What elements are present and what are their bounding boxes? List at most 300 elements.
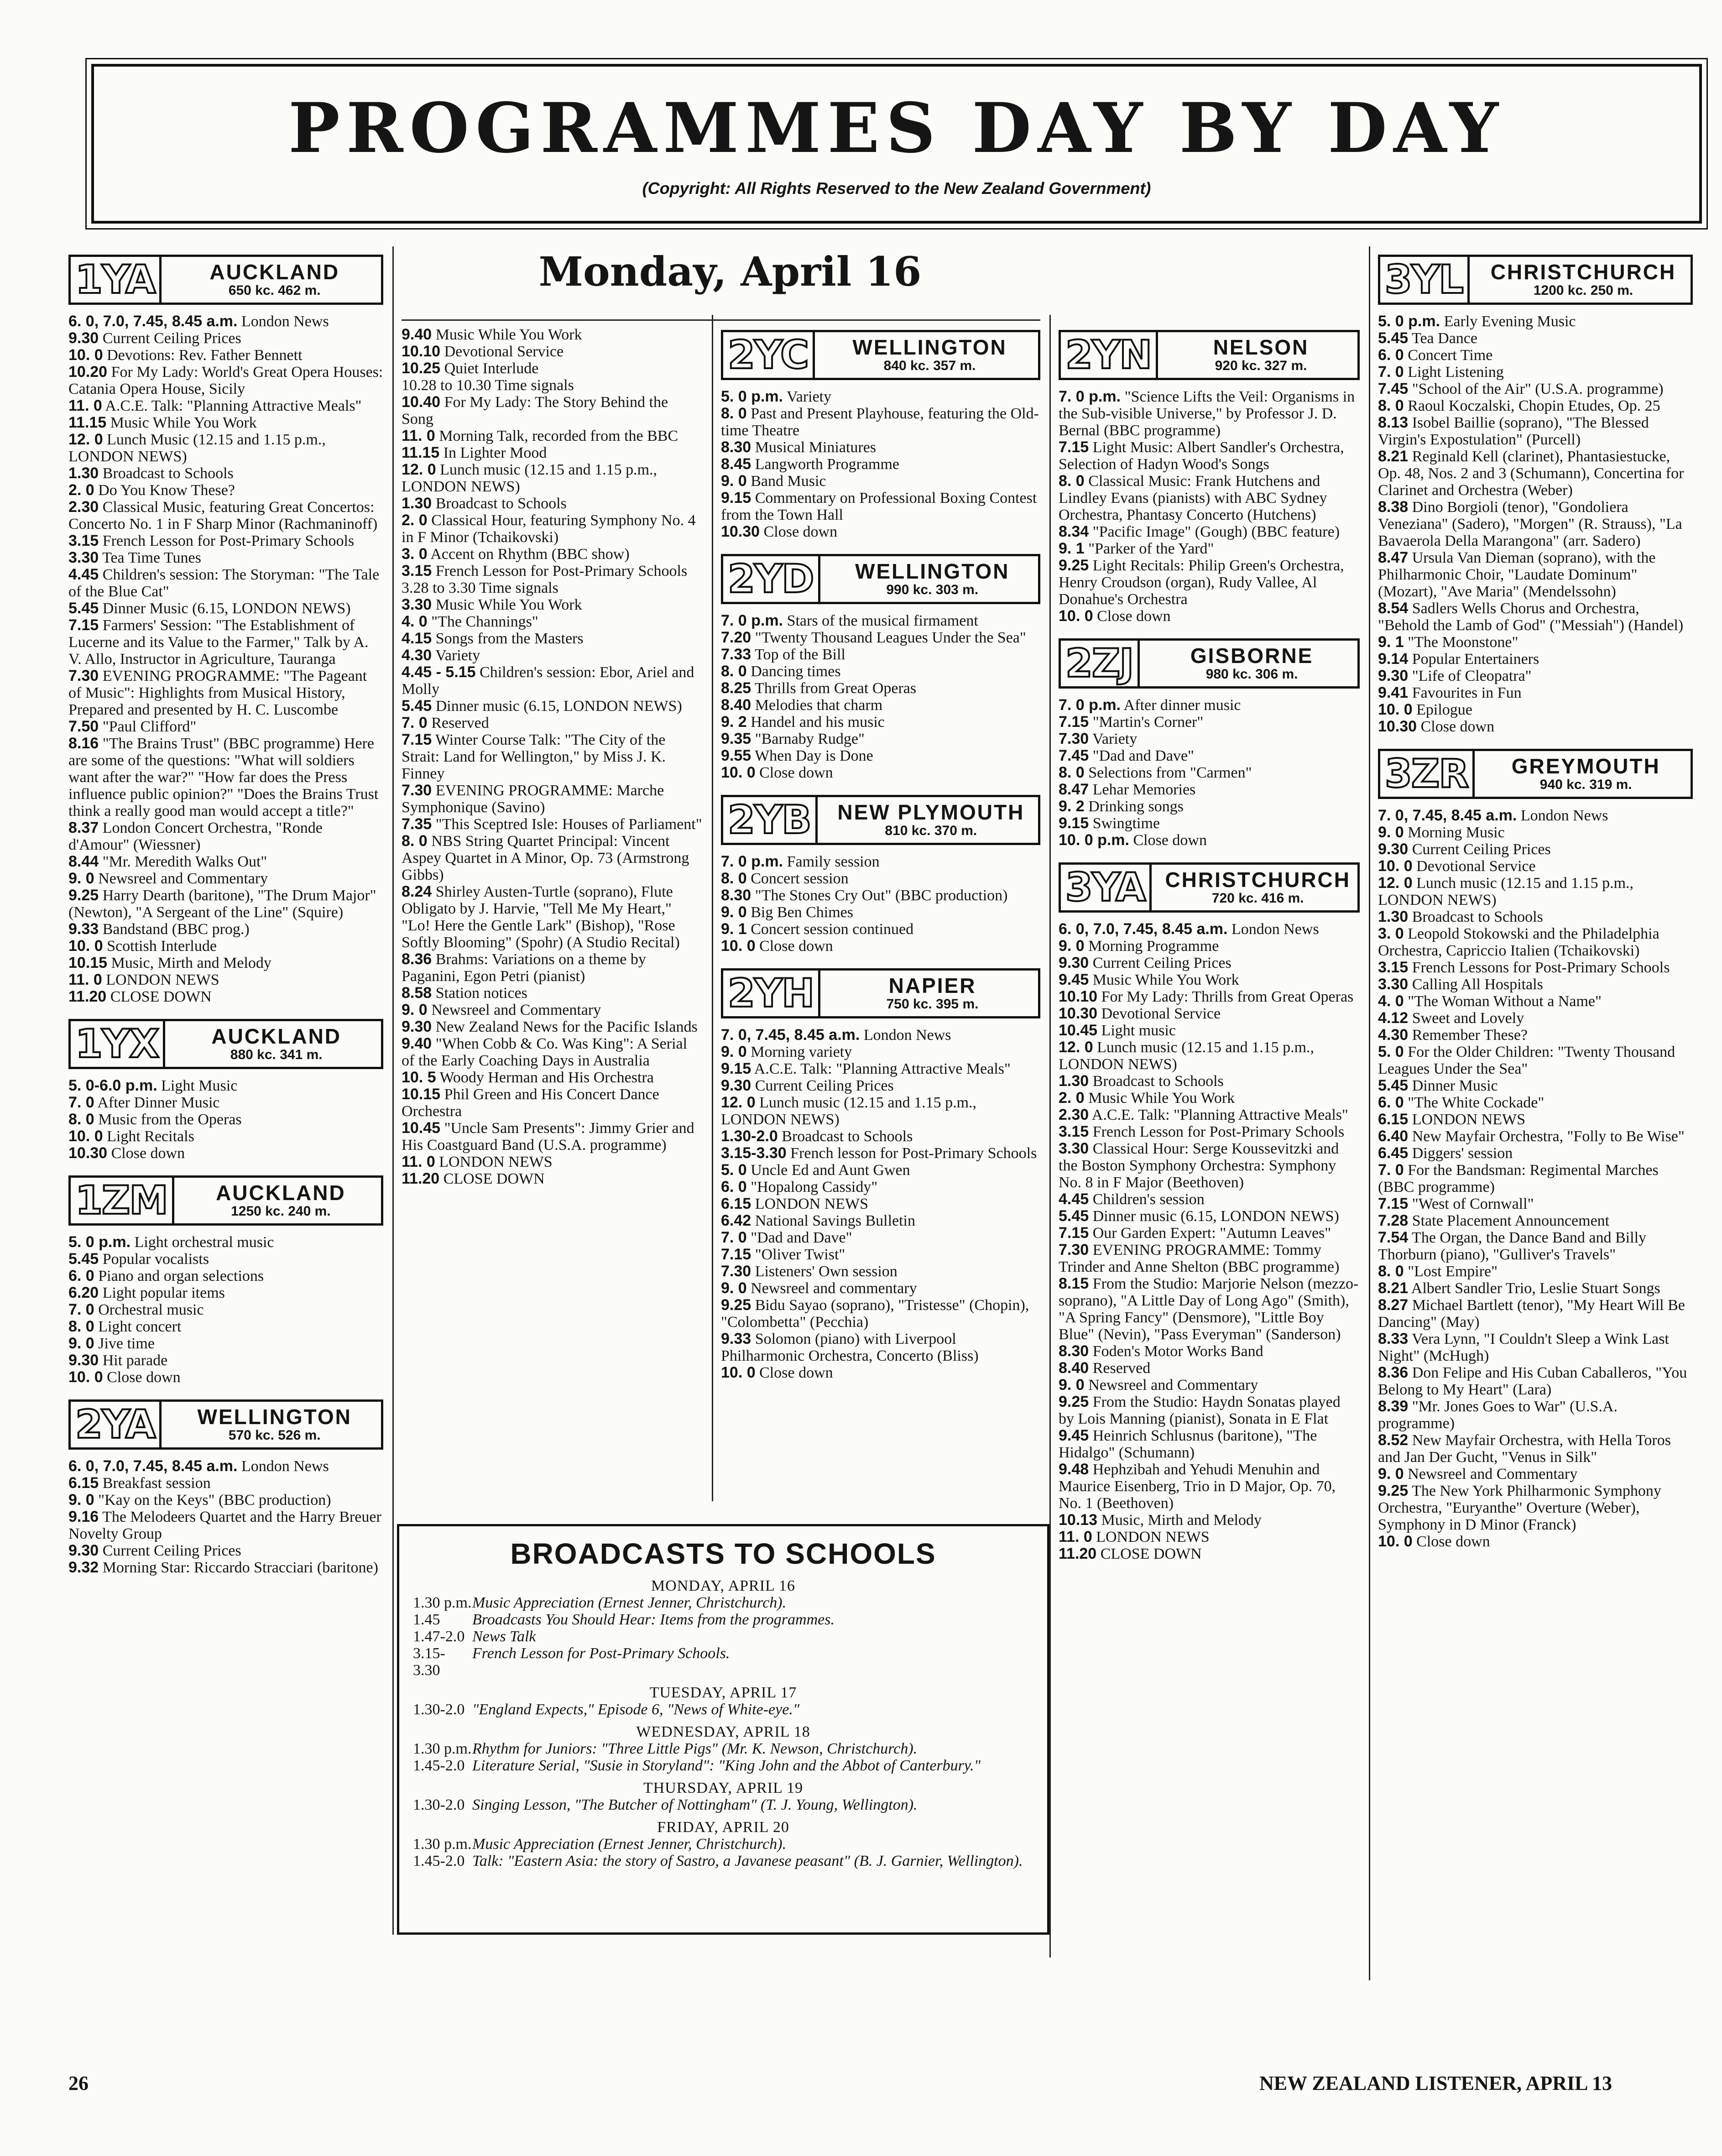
programme-time: 9.32 — [68, 1559, 99, 1576]
programme-time: 3.30 — [1059, 1140, 1089, 1157]
programme-time: 9.25 — [1378, 1482, 1409, 1499]
programme-title: "The Woman Without a Name" — [1404, 993, 1602, 1010]
programme-entry — [1378, 1280, 1693, 1297]
programme-time: 5.45 — [68, 600, 99, 617]
programme-title: Music from the Operas — [94, 1111, 242, 1128]
programme-time: 8.36 — [1378, 1364, 1409, 1381]
programme-title: Family session — [783, 853, 880, 870]
programme-entry — [1059, 1140, 1360, 1191]
programme-entry — [402, 326, 703, 343]
programme-time: 10.30 — [1059, 1005, 1098, 1022]
programme-title: Newsreel and Commentary — [1084, 1377, 1258, 1394]
programme-time: 5. 0 — [1378, 1043, 1404, 1060]
programme-entry — [721, 904, 1040, 921]
programme-title: Dinner music (6.15, LONDON NEWS) — [432, 698, 682, 715]
schools-time: 1.45-2.0 — [413, 1757, 465, 1774]
programme-entry — [1059, 971, 1360, 988]
programme-title: Close down — [760, 523, 838, 540]
station-header-2yc — [721, 330, 1040, 380]
programme-entry — [721, 1094, 1040, 1128]
programme-time: 10.13 — [1059, 1511, 1098, 1529]
programme-time: 7.50 — [68, 718, 99, 735]
programme-entry — [402, 377, 703, 394]
publication-footer: NEW ZEALAND LISTENER, APRIL 13 — [1259, 2072, 1612, 2094]
programme-time: 7.28 — [1378, 1212, 1409, 1229]
programme-title: Current Ceiling Prices — [751, 1077, 894, 1094]
programme-time: 9.30 — [68, 1352, 99, 1369]
station-name: WELLINGTON — [855, 559, 1010, 583]
programme-time: 7.45 — [1059, 747, 1089, 764]
programme-list — [1378, 807, 1693, 1550]
programme-title: Handel and his music — [746, 714, 885, 731]
programme-time: 6. 0, 7.0, 7.45, 8.45 a.m. — [68, 313, 238, 330]
programme-title: From the Studio: Haydn Sonatas played by Lois Manning (pianist), Sonata in E Flat — [1059, 1394, 1341, 1427]
programme-entry — [68, 465, 383, 482]
programme-time: 6.20 — [68, 1284, 99, 1301]
programme-title: Leopold Stokowski and the Philadelphia Orchestra, Capriccio Italien (Tchaikovski) — [1378, 925, 1659, 959]
programme-time: 11. 0 — [68, 397, 102, 414]
programme-time: 8.30 — [721, 439, 751, 456]
programme-time: 8.37 — [68, 819, 99, 836]
programme-title: Variety — [432, 647, 480, 664]
callsign: 2ZJ — [1061, 641, 1140, 686]
programme-entry — [1059, 1461, 1360, 1512]
programme-time: 8.52 — [1378, 1431, 1409, 1449]
programme-title: Newsreel and Commentary — [1404, 1466, 1578, 1483]
programme-time: 5.45 — [1378, 1077, 1409, 1094]
programme-time: 9.41 — [1378, 684, 1409, 701]
programme-title: "Mr. Meredith Walks Out" — [99, 853, 267, 870]
programme-entry — [68, 870, 383, 887]
programme-title: "Paul Clifford" — [99, 718, 197, 735]
programme-title: Lunch Music (12.15 and 1.15 p.m., LONDON NEWS) — [68, 431, 326, 465]
programme-entry — [721, 1212, 1040, 1229]
programme-title: LONDON NEWS — [435, 1154, 553, 1170]
schools-time: 1.30-2.0 — [413, 1701, 465, 1718]
programme-time: 10. 0 — [1378, 701, 1413, 718]
programme-entry — [1378, 381, 1693, 397]
programme-title: French Lesson for Post-Primary Schools — [99, 532, 355, 549]
programme-title: Music, Mirth and Melody — [107, 955, 271, 971]
programme-title: "Mr. Jones Goes to War" (U.S.A. programme) — [1378, 1398, 1618, 1432]
station-name: AUCKLAND — [216, 1181, 346, 1205]
programme-entry — [402, 1120, 703, 1154]
programme-title: Dino Borgioli (tenor), "Gondoliera Veneziana" (Sadero), "Morgen" (R. Strauss), "La Bavaerola Della Marangona" (arr. Sadero) — [1378, 499, 1682, 549]
programme-title: "Pacific Image" (Gough) (BBC feature) — [1089, 523, 1340, 540]
programme-time: 11. 0 — [402, 1153, 435, 1170]
callsign: 3ZR — [1380, 751, 1475, 797]
programme-title: Children's session: Ebor, Ariel and Molly — [402, 664, 694, 698]
programme-entry — [1059, 1545, 1360, 1562]
callsign: 2YH — [723, 971, 820, 1016]
programme-entry — [721, 1280, 1040, 1297]
programme-time: 8. 0 — [721, 405, 747, 422]
programme-entry — [1059, 1275, 1360, 1343]
programme-time: 8.16 — [68, 735, 99, 752]
programme-time: 5. 0 p.m. — [68, 1233, 131, 1251]
programme-time: 11. 0 — [1059, 1528, 1092, 1545]
programme-entry — [1378, 1027, 1693, 1044]
programme-entry — [721, 1229, 1040, 1246]
programme-time: 8.33 — [1378, 1330, 1409, 1347]
programme-time: 7.15 — [1378, 1195, 1409, 1212]
schools-day-heading: TUESDAY, APRIL 17 — [649, 1684, 797, 1701]
programme-entry — [1378, 684, 1693, 701]
programme-time: 5.45 — [1059, 1207, 1089, 1225]
programme-entry — [402, 613, 703, 630]
day-rule — [402, 319, 1040, 321]
programme-list — [1378, 313, 1693, 735]
programme-entry — [721, 1331, 1040, 1364]
programme-title: "This Sceptred Isle: Houses of Parliament" — [432, 816, 702, 833]
programme-title: Ursula Van Dieman (soprano), with the Philharmonic Choir, "Laudate Dominum" (Mozart), "Ave Maria" (Mendelssohn) — [1378, 549, 1656, 600]
programme-title: Current Ceiling Prices — [1408, 841, 1551, 858]
column-rule — [1369, 246, 1370, 1980]
programme-time: 7. 0 p.m. — [1059, 388, 1121, 405]
programme-entry — [1059, 1529, 1360, 1545]
station-frequency: 1200 kc. 250 m. — [1533, 283, 1633, 298]
programme-entry — [402, 1002, 703, 1018]
programme-time: 3.15 — [1059, 1123, 1089, 1140]
programme-title: LONDON NEWS — [751, 1195, 869, 1212]
programme-time: 9. 1 — [1059, 540, 1085, 557]
programme-title: Broadcast to Schools — [1408, 908, 1543, 925]
schools-topic: Talk: "Eastern Asia: the story of Sastro, a Javanese peasant" (B. J. Garnier, Wellington). — [472, 1853, 1023, 1869]
schools-topic: Singing Lesson, "The Butcher of Nottingham" (T. J. Young, Wellington). — [472, 1796, 918, 1813]
programme-time: 11.20 — [68, 988, 107, 1005]
programme-entry — [1378, 1263, 1693, 1280]
programme-time: 12. 0 — [1059, 1039, 1093, 1056]
programme-time: 8.47 — [1059, 781, 1089, 798]
programme-title: Lehar Memories — [1089, 781, 1196, 798]
schools-item — [413, 1701, 1033, 1718]
programme-title: For My Lady: Thrills from Great Operas — [1097, 988, 1354, 1005]
programme-title: Close down — [755, 764, 833, 781]
schools-time: 1.30 p.m. — [413, 1836, 472, 1853]
programme-list — [1059, 921, 1360, 1562]
programme-entry — [721, 714, 1040, 731]
programme-entry — [721, 1027, 1040, 1044]
programme-entry — [68, 1111, 383, 1128]
programme-time: 6. 0 — [721, 1178, 747, 1195]
programme-entry — [721, 1195, 1040, 1212]
programme-time: 4.45 — [1059, 1190, 1089, 1208]
programme-entry — [1059, 1191, 1360, 1208]
programme-entry — [402, 343, 703, 360]
programme-entry — [1059, 731, 1360, 747]
programme-time: 8. 0 — [402, 832, 428, 850]
programme-entry — [1059, 1343, 1360, 1360]
programme-title: London News — [860, 1027, 951, 1044]
programme-title: Light orchestral music — [130, 1234, 274, 1251]
programme-time: 10.15 — [68, 954, 108, 971]
programme-time: 8. 0 — [721, 663, 747, 680]
programme-title: "Dad and Dave" — [746, 1229, 852, 1246]
programme-entry — [721, 473, 1040, 490]
programme-time: 3.15 — [402, 562, 432, 579]
programme-entry — [721, 731, 1040, 747]
programme-time: 7.45 — [1378, 380, 1409, 397]
programme-title: Lunch music (12.15 and 1.15 p.m., LONDON NEWS) — [1059, 1039, 1315, 1073]
programme-time: 6.42 — [721, 1212, 751, 1229]
programme-entry — [1378, 1094, 1693, 1111]
programme-title: Variety — [1089, 731, 1138, 747]
programme-title: "Martin's Corner" — [1089, 714, 1204, 731]
programme-time: 7.30 — [1059, 1241, 1089, 1258]
programme-title: For My Lady: The Story Behind the Song — [402, 394, 668, 428]
programme-title: Concert Time — [1404, 347, 1493, 364]
programme-time: 4.45 - 5.15 — [402, 663, 476, 681]
programme-title: Diggers' session — [1408, 1145, 1513, 1162]
programme-entry — [1378, 330, 1693, 347]
programme-entry — [68, 921, 383, 938]
schools-time: 1.30-2.0 — [413, 1796, 465, 1813]
programme-entry — [402, 698, 703, 715]
programme-title: Dancing times — [746, 663, 841, 680]
schools-topic: Literature Serial, "Susie in Storyland": "King John and the Abbot of Canterbury." — [472, 1757, 981, 1774]
schools-time: 1.30 p.m. — [413, 1594, 472, 1611]
programme-title: "The Channings" — [427, 613, 538, 630]
programme-entry — [402, 715, 703, 731]
programme-title: Sadlers Wells Chorus and Orchestra, "Behold the Lamb of God" ("Messiah") (Handel) — [1378, 600, 1684, 634]
column-1 — [68, 251, 383, 1576]
programme-time: 6.15 — [68, 1474, 99, 1492]
programme-time: 8.21 — [1378, 448, 1409, 465]
programme-entry — [1378, 1044, 1693, 1077]
programme-entry — [1059, 1039, 1360, 1073]
programme-time: 6. 0 — [68, 1267, 94, 1284]
programme-title: Broadcast to Schools — [432, 495, 567, 512]
programme-time: 7.54 — [1378, 1229, 1409, 1246]
programme-entry — [1059, 1123, 1360, 1140]
station-frequency: 840 kc. 357 m. — [883, 358, 976, 373]
programme-title: For My Lady: World's Great Opera Houses: Catania Opera House, Sicily — [68, 364, 383, 397]
programme-time: 8.30 — [721, 887, 751, 904]
masthead — [91, 64, 1702, 224]
programme-time: 3.15 — [68, 532, 99, 549]
programme-title: State Placement Announcement — [1408, 1212, 1610, 1229]
programme-entry — [1059, 439, 1360, 473]
station-frequency: 720 kc. 416 m. — [1211, 891, 1304, 906]
programme-entry — [721, 697, 1040, 714]
programme-entry — [68, 820, 383, 853]
programme-time: 12. 0 — [721, 1094, 756, 1111]
programme-entry — [1378, 668, 1693, 684]
programme-time: 3. 0 — [1378, 925, 1404, 942]
programme-time: 10.25 — [402, 360, 441, 377]
programme-title: Top of the Bill — [751, 646, 845, 663]
schools-item — [413, 1796, 1033, 1813]
station-frequency: 980 kc. 306 m. — [1205, 667, 1298, 682]
programme-entry — [402, 1170, 703, 1187]
programme-time: 9. 0 — [721, 1043, 747, 1060]
programme-time: 6.45 — [1378, 1144, 1409, 1162]
programme-time: 6. 0 — [1378, 1094, 1404, 1111]
column-3 — [721, 326, 1040, 1381]
programme-title: London News — [1517, 807, 1608, 824]
programme-title: Thrills from Great Operas — [751, 680, 917, 697]
programme-time: 9.45 — [1059, 971, 1089, 988]
programme-time: 7.15 — [402, 731, 432, 748]
programme-time: 8. 0 — [68, 1111, 94, 1128]
programme-entry — [68, 1284, 383, 1301]
programme-title: London Concert Orchestra, "Ronde d'Amour" (Wiessner) — [68, 820, 323, 853]
programme-title: Commentary on Professional Boxing Contest from the Town Hall — [721, 490, 1037, 523]
programme-time: 8.30 — [1059, 1342, 1089, 1360]
column-rule — [1049, 315, 1051, 1958]
programme-title: Isobel Baillie (soprano), "The Blessed Virgin's Expostulation" (Purcell) — [1378, 414, 1649, 448]
programme-entry — [68, 1542, 383, 1559]
programme-entry — [1378, 807, 1693, 824]
programme-time: 9.33 — [721, 1330, 751, 1347]
programme-time: 11.20 — [402, 1170, 440, 1187]
programme-entry — [721, 1145, 1040, 1162]
programme-time: 9. 2 — [721, 713, 747, 731]
programme-title: Light Recitals — [103, 1128, 194, 1145]
programme-entry — [1059, 1073, 1360, 1090]
programme-title: Albert Sandler Trio, Leslie Stuart Songs — [1408, 1280, 1660, 1297]
programme-entry — [68, 971, 383, 988]
programme-entry — [1059, 1242, 1360, 1275]
programme-entry — [1059, 608, 1360, 625]
programme-time: 7. 0 — [1378, 363, 1404, 381]
programme-title: EVENING PROGRAMME: Marche Symphonique (Savino) — [402, 782, 664, 816]
programme-time: 8. 0 — [1378, 1263, 1404, 1280]
programme-title: Calling All Hospitals — [1408, 976, 1543, 993]
schools-topic: "England Expects," Episode 6, "News of White-eye." — [472, 1701, 800, 1718]
programme-time: 7. 0 — [721, 1229, 747, 1246]
schools-day-heading: WEDNESDAY, APRIL 18 — [636, 1723, 810, 1740]
programme-time: 9.25 — [1059, 557, 1089, 574]
programme-entry — [1378, 875, 1693, 908]
station-header-1ya — [68, 255, 383, 305]
programme-entry — [1059, 1360, 1360, 1377]
schools-item — [413, 1853, 1033, 1869]
station-header-2ya — [68, 1399, 383, 1450]
programme-entry — [721, 646, 1040, 663]
page-title: PROGRAMMES DAY BY DAY — [288, 88, 1505, 168]
programme-entry — [1378, 841, 1693, 858]
programme-time: 10.10 — [1059, 988, 1098, 1005]
programme-time: 7.30 — [721, 1263, 751, 1280]
programme-title: "Life of Cleopatra" — [1408, 668, 1532, 684]
programme-time: 8.34 — [1059, 523, 1089, 540]
programme-entry — [721, 629, 1040, 646]
programme-entry — [402, 428, 703, 444]
schools-time: 1.45 — [413, 1611, 440, 1628]
programme-time: 6. 0, 7.0, 7.45, 8.45 a.m. — [68, 1457, 238, 1475]
programme-time: 11. 0 — [402, 427, 435, 444]
programme-title: Classical Hour: Serge Koussevitzki and the Boston Symphony Orchestra: Symphony No. 8 in F Major (Beethoven) — [1059, 1140, 1339, 1191]
programme-title: "Lost Empire" — [1404, 1263, 1498, 1280]
programme-list — [68, 313, 383, 1005]
programme-entry — [68, 1145, 383, 1162]
programme-entry — [1378, 397, 1693, 414]
programme-entry — [1059, 1512, 1360, 1529]
programme-title: Lunch music (12.15 and 1.15 p.m., LONDON NEWS) — [1378, 875, 1634, 908]
station-header-1yx — [68, 1019, 383, 1069]
schools-item — [413, 1740, 1033, 1757]
programme-title: Bandstand (BBC prog.) — [99, 921, 250, 938]
station-header-3zr — [1378, 749, 1693, 799]
programme-entry — [68, 1559, 383, 1576]
programme-entry — [1378, 701, 1693, 718]
programme-title: Newsreel and commentary — [746, 1280, 917, 1297]
programme-entry — [1378, 993, 1693, 1010]
programme-time: 9. 0 — [68, 1491, 94, 1509]
programme-title: Close down — [107, 1145, 185, 1162]
programme-title: A.C.E. Talk: "Planning Attractive Meals" — [751, 1060, 1011, 1077]
programme-title: Close down — [1093, 608, 1171, 625]
programme-entry — [68, 1234, 383, 1251]
programme-time: 10.15 — [402, 1086, 441, 1103]
programme-title: New Zealand News for the Pacific Islands — [432, 1018, 698, 1035]
programme-title: Light Music — [157, 1077, 238, 1094]
programme-entry — [402, 985, 703, 1002]
programme-title: Current Ceiling Prices — [99, 1542, 241, 1559]
programme-title: Langworth Programme — [751, 456, 899, 473]
station-header-2zj — [1059, 638, 1360, 689]
page-number: 26 — [68, 2072, 89, 2094]
programme-title: Light Music: Albert Sandler's Orchestra, Selection of Hadyn Wood's Songs — [1059, 439, 1344, 473]
programme-title: Children's session — [1089, 1191, 1205, 1208]
programme-entry — [1378, 1229, 1693, 1263]
programme-entry — [68, 600, 383, 617]
programme-title: Tea Time Tunes — [99, 549, 201, 566]
programme-time: 12. 0 — [68, 431, 103, 448]
programme-title: Uncle Ed and Aunt Gwen — [746, 1162, 910, 1179]
programme-time: 7.15 — [721, 1246, 751, 1263]
programme-time: 9.30 — [68, 329, 99, 347]
programme-time: 10.45 — [402, 1119, 441, 1137]
programme-title: Musical Miniatures — [751, 439, 877, 456]
programme-time: 3. 0 — [402, 545, 428, 563]
programme-time: 6.15 — [721, 1195, 751, 1212]
programme-entry — [402, 782, 703, 816]
programme-time: 5. 0 p.m. — [721, 388, 783, 405]
programme-title: Band Music — [746, 473, 826, 490]
programme-time: 7.33 — [721, 646, 751, 663]
programme-time: 10. 0 — [721, 937, 756, 955]
programme-title: Raoul Koczalski, Chopin Etudes, Op. 25 — [1404, 397, 1660, 414]
programme-time: 9.33 — [68, 920, 99, 938]
programme-time: 1.30 — [1378, 908, 1409, 925]
programme-entry — [68, 482, 383, 499]
programme-time: 9.16 — [68, 1508, 99, 1525]
schools-item — [413, 1645, 1033, 1679]
programme-entry — [721, 1044, 1040, 1060]
programme-entry — [68, 988, 383, 1005]
programme-time: 9. 0 — [721, 472, 747, 490]
programme-title: London News — [237, 1458, 329, 1475]
programme-time: 9. 0 — [1378, 1465, 1404, 1483]
programme-entry — [402, 360, 703, 377]
programme-title: Quiet Interlude — [440, 360, 539, 377]
programme-list — [1059, 388, 1360, 625]
programme-time: 7.15 — [1059, 713, 1089, 731]
programme-entry — [402, 461, 703, 495]
programme-entry — [68, 938, 383, 955]
station-name: AUCKLAND — [209, 260, 340, 284]
programme-entry — [721, 870, 1040, 887]
programme-entry — [1378, 908, 1693, 925]
programme-time: 8.13 — [1378, 414, 1409, 431]
programme-title: Harry Dearth (baritone), "The Drum Major" (Newton), "A Sergeant of the Line" (Squire) — [68, 887, 376, 921]
programme-entry — [1059, 938, 1360, 955]
programme-title: Morning Programme — [1084, 938, 1219, 955]
programme-time: 9.35 — [721, 730, 751, 747]
programme-entry — [1378, 1364, 1693, 1398]
